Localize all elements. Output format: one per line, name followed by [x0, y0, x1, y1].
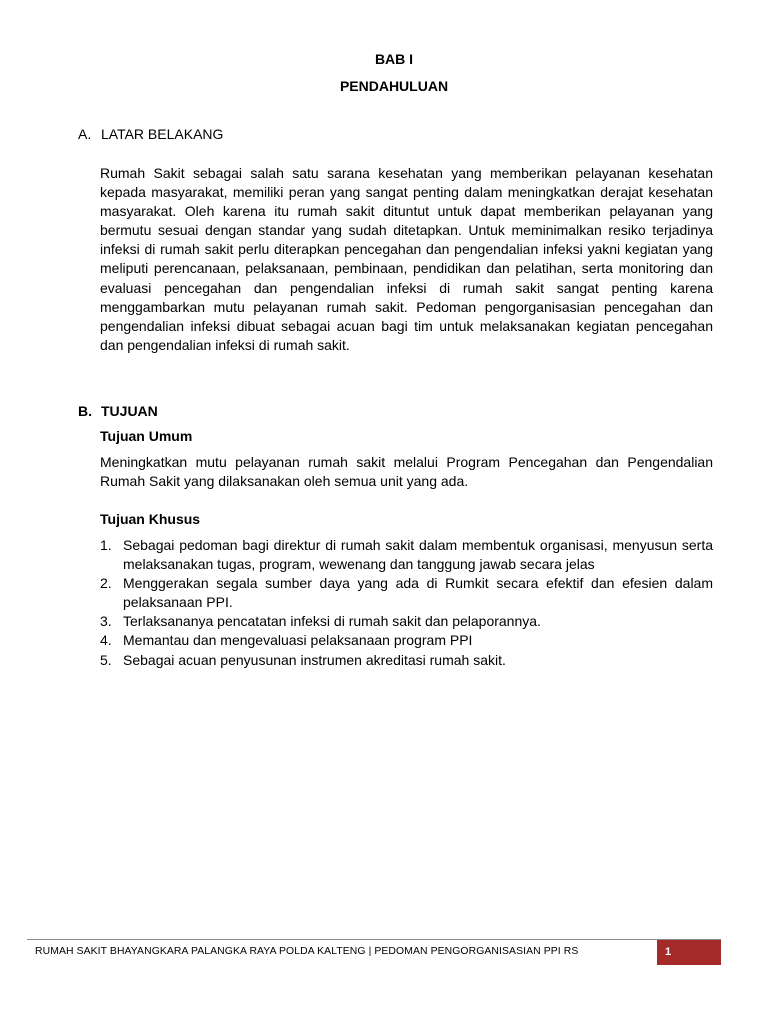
list-item-number: 5.: [100, 651, 112, 668]
list-item-text: Sebagai acuan penyusunan instrumen akreditasi rumah sakit.: [123, 651, 506, 668]
footer-text: RUMAH SAKIT BHAYANGKARA PALANGKA RAYA POLDA KALTENG | PEDOMAN PENGORGANISASIAN PPI RS: [35, 946, 579, 957]
list-item-number: 4.: [100, 632, 112, 649]
list-item: [100, 574, 713, 612]
section-a-heading: [78, 126, 223, 142]
list-item-text: Terlaksananya pencatatan infeksi di rumah sakit dan pelaporannya.: [123, 613, 541, 630]
section-b-title: TUJUAN: [101, 403, 158, 419]
list-item-text: Memantau dan mengevaluasi pelaksanaan program PPI: [123, 632, 473, 649]
list-item: [100, 631, 713, 650]
tujuan-umum-paragraph: Meningkatkan mutu pelayanan rumah sakit melalui Program Pencegahan dan Pengendalian Rumah Sakit yang dilaksanakan oleh semua unit yang ada.: [100, 454, 713, 490]
section-b-heading: [78, 403, 158, 419]
page-number: 1: [657, 940, 721, 965]
list-item-text: Menggerakan segala sumber daya yang ada di Rumkit secara efektif dan efesien dalam pelaksanaan PPI.: [123, 575, 713, 611]
section-b-letter: B.: [78, 403, 92, 419]
page-footer: [27, 939, 721, 965]
tujuan-khusus-list: [100, 536, 713, 670]
list-item-number: 2.: [100, 575, 112, 592]
list-item: [100, 651, 713, 670]
list-item-text: Sebagai pedoman bagi direktur di rumah sakit dalam membentuk organisasi, menyusun serta melaksanakan tugas, program, wewenang dan tanggung jawab secara jelas: [123, 537, 713, 573]
latar-belakang-paragraph: Rumah Sakit sebagai salah satu sarana kesehatan yang memberikan pelayanan kesehatan kepada masyarakat, memiliki peran yang sangat penting dalam meningkatkan derajat kesehatan masyarakat. Oleh karena itu rumah sakit dituntut untuk dapat memberikan pelayanan yang bermutu sesuai dengan standar yang sudah ditetapkan. Untuk meminimalkan resiko terjadinya infeksi di rumah sakit perlu diterapkan pencegahan dan pengendalian infeksi yakni kegiatan yang meliputi perencanaan, pelaksanaan, pembinaan, pendidikan dan pelatihan, serta monitoring dan evaluasi pencegahan dan pengendalian infeksi di rumah sakit sangat penting karena menggambarkan mutu pelayanan rumah sakit. Pedoman pengorganisasian pencegahan dan pengendalian infeksi dibuat sebagai acuan bagi tim untuk melaksanakan kegiatan pencegahan dan pengendalian infeksi di rumah sakit.: [100, 165, 713, 353]
list-item: [100, 612, 713, 631]
list-item-number: 1.: [100, 537, 112, 553]
chapter-number: BAB I: [374, 51, 414, 67]
list-item-number: 3.: [100, 613, 112, 630]
section-a-title: LATAR BELAKANG: [101, 126, 224, 142]
section-a-letter: A.: [78, 126, 92, 142]
tujuan-umum-heading: Tujuan Umum: [100, 428, 193, 444]
chapter-title: PENDAHULUAN: [339, 78, 449, 94]
list-item: [100, 536, 713, 574]
tujuan-khusus-heading: Tujuan Khusus: [100, 511, 201, 527]
